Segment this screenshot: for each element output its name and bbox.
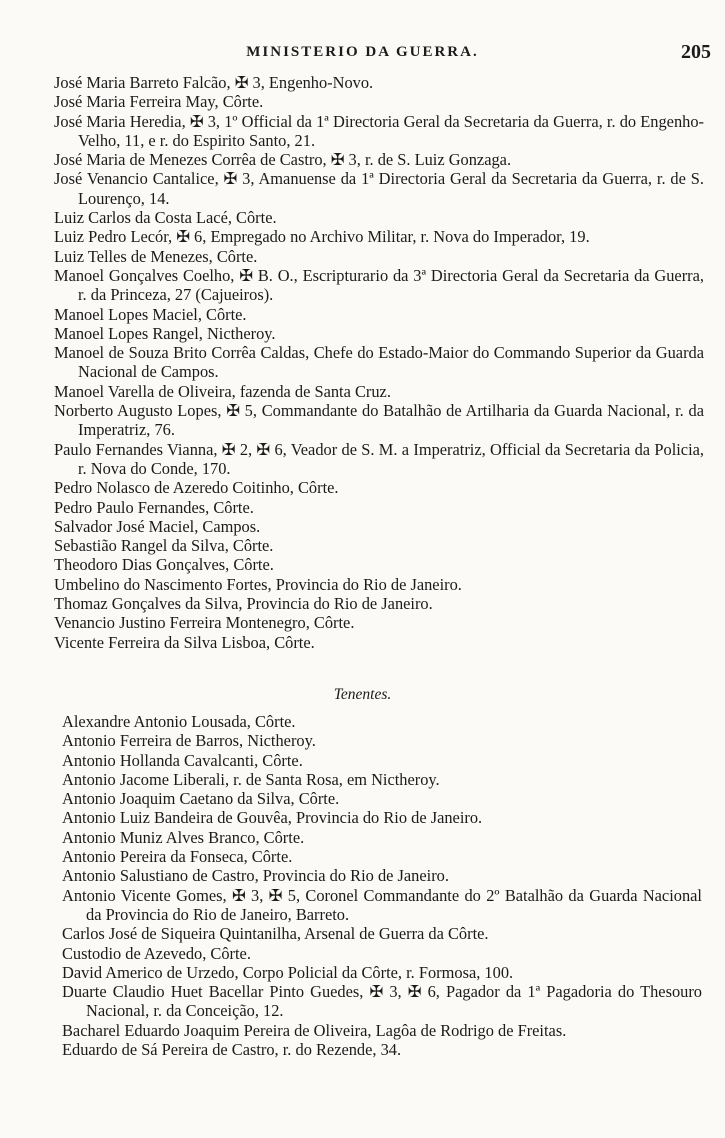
list-entry: José Maria Barreto Falcão, ✠ 3, Engenho-Novo. bbox=[54, 73, 374, 92]
list-entry: Bacharel Eduardo Joaquim Pereira de Oliveira, Lagôa de Rodrigo de Freitas. bbox=[62, 1020, 567, 1040]
list-entry: Manoel Lopes Rangel, Nictheroy. bbox=[54, 323, 276, 343]
list-entry: Antonio Ferreira de Barros, Nictheroy. bbox=[62, 731, 316, 751]
list-entry: Pedro Paulo Fernandes, Côrte. bbox=[54, 497, 254, 517]
list-entry: Luiz Pedro Lecór, ✠ 6, Empregado no Archivo Militar, r. Nova do Imperador, 19. bbox=[54, 227, 590, 247]
list-entry: Theodoro Dias Gonçalves, Côrte. bbox=[54, 555, 274, 575]
page-number: 205 bbox=[681, 41, 711, 63]
list-entry: Eduardo de Sá Pereira de Castro, r. do Rezende, 34. bbox=[62, 1040, 402, 1060]
list-entry: Antonio Vicente Gomes, ✠ 3, ✠ 5, Coronel Commandante do 2º Batalhão da Guarda Nacional da Provincia do Rio de Janeiro, Barreto. bbox=[62, 885, 702, 924]
list-entry: Pedro Nolasco de Azeredo Coitinho, Côrte. bbox=[54, 478, 339, 498]
list-entry: Antonio Hollanda Cavalcanti, Côrte. bbox=[62, 750, 303, 770]
list-entry: Paulo Fernandes Vianna, ✠ 2, ✠ 6, Veador de S. M. a Imperatriz, Official da Secretaria da Policia, r. Nova do Conde, 170. bbox=[54, 439, 704, 478]
list-entry: Vicente Ferreira da Silva Lisboa, Côrte. bbox=[54, 632, 315, 652]
list-entry: Custodio de Azevedo, Côrte. bbox=[62, 943, 251, 963]
list-entry: Salvador José Maciel, Campos. bbox=[54, 516, 261, 536]
list-entry: David Americo de Urzedo, Corpo Policial da Côrte, r. Formosa, 100. bbox=[62, 962, 514, 982]
list-entry: Umbelino do Nascimento Fortes, Provincia do Rio de Janeiro. bbox=[54, 574, 462, 594]
list-entry: Antonio Joaquim Caetano da Silva, Côrte. bbox=[62, 789, 340, 809]
section-heading: Tenentes. bbox=[333, 686, 392, 703]
list-entry: Venancio Justino Ferreira Montenegro, Côrte. bbox=[54, 613, 355, 633]
list-entry: José Maria de Menezes Corrêa de Castro, ✠ 3, r. de S. Luiz Gonzaga. bbox=[54, 150, 512, 170]
list-entry: José Venancio Cantalice, ✠ 3, Amanuense da 1ª Directoria Geral da Secretaria da Guerra, r. de S. Lourenço, 14. bbox=[54, 169, 704, 208]
list-entry: Duarte Claudio Huet Bacellar Pinto Guedes, ✠ 3, ✠ 6, Pagador da 1ª Pagadoria do Thesouro Nacional, r. da Conceição, 12. bbox=[62, 982, 702, 1021]
list-entry: Antonio Luiz Bandeira de Gouvêa, Provincia do Rio de Janeiro. bbox=[62, 808, 483, 828]
list-entry: Thomaz Gonçalves da Silva, Provincia do Rio de Janeiro. bbox=[54, 594, 433, 614]
entry-list-tenentes bbox=[62, 712, 702, 1059]
list-entry: José Maria Ferreira May, Côrte. bbox=[54, 92, 264, 112]
list-entry: Antonio Muniz Alves Branco, Côrte. bbox=[62, 827, 305, 847]
list-entry: Carlos José de Siqueira Quintanilha, Arsenal de Guerra da Côrte. bbox=[62, 924, 489, 944]
running-head bbox=[0, 41, 725, 70]
list-entry: José Maria Heredia, ✠ 3, 1º Official da 1ª Directoria Geral da Secretaria da Guerra, r. do Engenho-Velho, 11, e r. do Espirito Santo, 21. bbox=[54, 111, 704, 150]
list-entry: Antonio Salustiano de Castro, Provincia do Rio de Janeiro. bbox=[62, 866, 449, 886]
list-entry: Manoel Varella de Oliveira, fazenda de Santa Cruz. bbox=[54, 381, 391, 401]
list-entry: Luiz Carlos da Costa Lacé, Côrte. bbox=[54, 208, 277, 228]
list-entry: Sebastião Rangel da Silva, Côrte. bbox=[54, 536, 274, 556]
list-entry: Antonio Jacome Liberali, r. de Santa Rosa, em Nictheroy. bbox=[62, 769, 440, 789]
list-entry: Manoel de Souza Brito Corrêa Caldas, Chefe do Estado-Maior do Commando Superior da Guarda Nacional de Campos. bbox=[54, 343, 704, 382]
list-entry: Manoel Gonçalves Coelho, ✠ B. O., Escripturario da 3ª Directoria Geral da Secretaria da Guerra, r. da Princeza, 27 (Cajueiros). bbox=[54, 265, 704, 305]
list-entry: Manoel Lopes Maciel, Côrte. bbox=[54, 304, 247, 324]
list-entry: Luiz Telles de Menezes, Côrte. bbox=[54, 246, 258, 266]
list-entry: Alexandre Antonio Lousada, Côrte. bbox=[62, 712, 296, 731]
page-title: MINISTERIO DA GUERRA. bbox=[246, 44, 479, 60]
list-entry: Norberto Augusto Lopes, ✠ 5, Commandante do Batalhão de Artilharia da Guarda Nacional, r. da Imperatriz, 76. bbox=[54, 401, 704, 440]
list-entry: Antonio Pereira da Fonseca, Côrte. bbox=[62, 847, 293, 867]
entry-list-first bbox=[54, 73, 704, 652]
